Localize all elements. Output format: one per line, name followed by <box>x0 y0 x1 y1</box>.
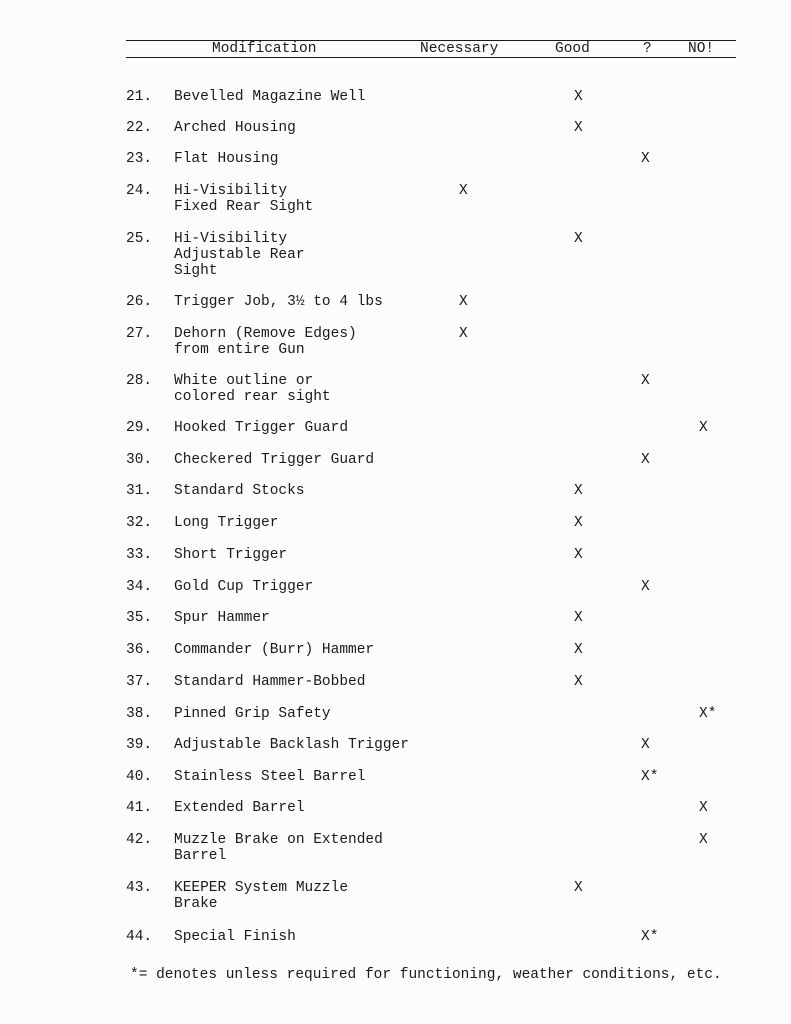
mark-necessary: X <box>459 183 468 199</box>
row-number: 25. <box>126 231 153 247</box>
header-question: ? <box>643 41 652 57</box>
header-modification: Modification <box>212 41 317 57</box>
row-modification-name: Commander (Burr) Hammer <box>174 642 375 658</box>
mark-no: X* <box>699 706 717 722</box>
row-number: 26. <box>126 294 153 310</box>
mark-good: X <box>574 880 583 896</box>
mark-good: X <box>574 610 583 626</box>
mark-good: X <box>574 120 583 136</box>
row-modification-name: Trigger Job, 3½ to 4 lbs <box>174 294 383 310</box>
row-number: 31. <box>126 483 153 499</box>
row-number: 24. <box>126 183 153 199</box>
row-modification-name: Extended Barrel <box>174 800 305 816</box>
row-number: 38. <box>126 706 153 722</box>
mark-necessary: X <box>459 326 468 342</box>
row-modification-name: Hi-Visibility Fixed Rear Sight <box>174 183 314 215</box>
row-number: 32. <box>126 515 153 531</box>
row-modification-name: Short Trigger <box>174 547 288 563</box>
row-modification-name: Gold Cup Trigger <box>174 579 314 595</box>
row-number: 41. <box>126 800 153 816</box>
header-no: NO! <box>688 41 715 57</box>
row-modification-name: Hi-Visibility Adjustable Rear Sight <box>174 231 305 279</box>
row-number: 35. <box>126 610 153 626</box>
row-modification-name: Hooked Trigger Guard <box>174 420 349 436</box>
header-good: Good <box>555 41 590 57</box>
mark-question: X <box>641 452 650 468</box>
row-number: 37. <box>126 674 153 690</box>
mark-no: X <box>699 832 708 848</box>
row-number: 44. <box>126 929 153 945</box>
row-modification-name: Dehorn (Remove Edges) from entire Gun <box>174 326 357 358</box>
row-modification-name: Muzzle Brake on Extended Barrel <box>174 832 383 864</box>
mark-question: X* <box>641 929 659 945</box>
row-number: 23. <box>126 151 153 167</box>
row-number: 34. <box>126 579 153 595</box>
mark-no: X <box>699 800 708 816</box>
mark-good: X <box>574 642 583 658</box>
row-modification-name: Long Trigger <box>174 515 279 531</box>
row-modification-name: Stainless Steel Barrel <box>174 769 366 785</box>
row-number: 21. <box>126 89 153 105</box>
footnote: *= denotes unless required for functioning, weather conditions, etc. <box>130 967 722 983</box>
mark-question: X* <box>641 769 659 785</box>
row-number: 28. <box>126 373 153 389</box>
row-modification-name: Standard Stocks <box>174 483 305 499</box>
mark-good: X <box>574 231 583 247</box>
mark-good: X <box>574 515 583 531</box>
row-modification-name: White outline or colored rear sight <box>174 373 331 405</box>
row-modification-name: Special Finish <box>174 929 296 945</box>
row-modification-name: Adjustable Backlash Trigger <box>174 737 409 753</box>
row-number: 42. <box>126 832 153 848</box>
row-modification-name: KEEPER System Muzzle Brake <box>174 880 349 912</box>
mark-question: X <box>641 579 650 595</box>
row-number: 30. <box>126 452 153 468</box>
mark-no: X <box>699 420 708 436</box>
row-number: 36. <box>126 642 153 658</box>
mark-question: X <box>641 373 650 389</box>
mark-question: X <box>641 151 650 167</box>
row-number: 27. <box>126 326 153 342</box>
row-modification-name: Standard Hammer-Bobbed <box>174 674 366 690</box>
row-number: 39. <box>126 737 153 753</box>
mark-good: X <box>574 483 583 499</box>
mark-good: X <box>574 89 583 105</box>
row-modification-name: Arched Housing <box>174 120 296 136</box>
row-modification-name: Pinned Grip Safety <box>174 706 331 722</box>
header-bottom-rule <box>126 57 736 58</box>
row-number: 43. <box>126 880 153 896</box>
mark-good: X <box>574 674 583 690</box>
mark-question: X <box>641 737 650 753</box>
header-necessary: Necessary <box>420 41 499 57</box>
row-number: 40. <box>126 769 153 785</box>
row-modification-name: Checkered Trigger Guard <box>174 452 375 468</box>
row-modification-name: Flat Housing <box>174 151 279 167</box>
mark-good: X <box>574 547 583 563</box>
row-number: 33. <box>126 547 153 563</box>
row-number: 29. <box>126 420 153 436</box>
mark-necessary: X <box>459 294 468 310</box>
row-number: 22. <box>126 120 153 136</box>
row-modification-name: Spur Hammer <box>174 610 270 626</box>
row-modification-name: Bevelled Magazine Well <box>174 89 366 105</box>
